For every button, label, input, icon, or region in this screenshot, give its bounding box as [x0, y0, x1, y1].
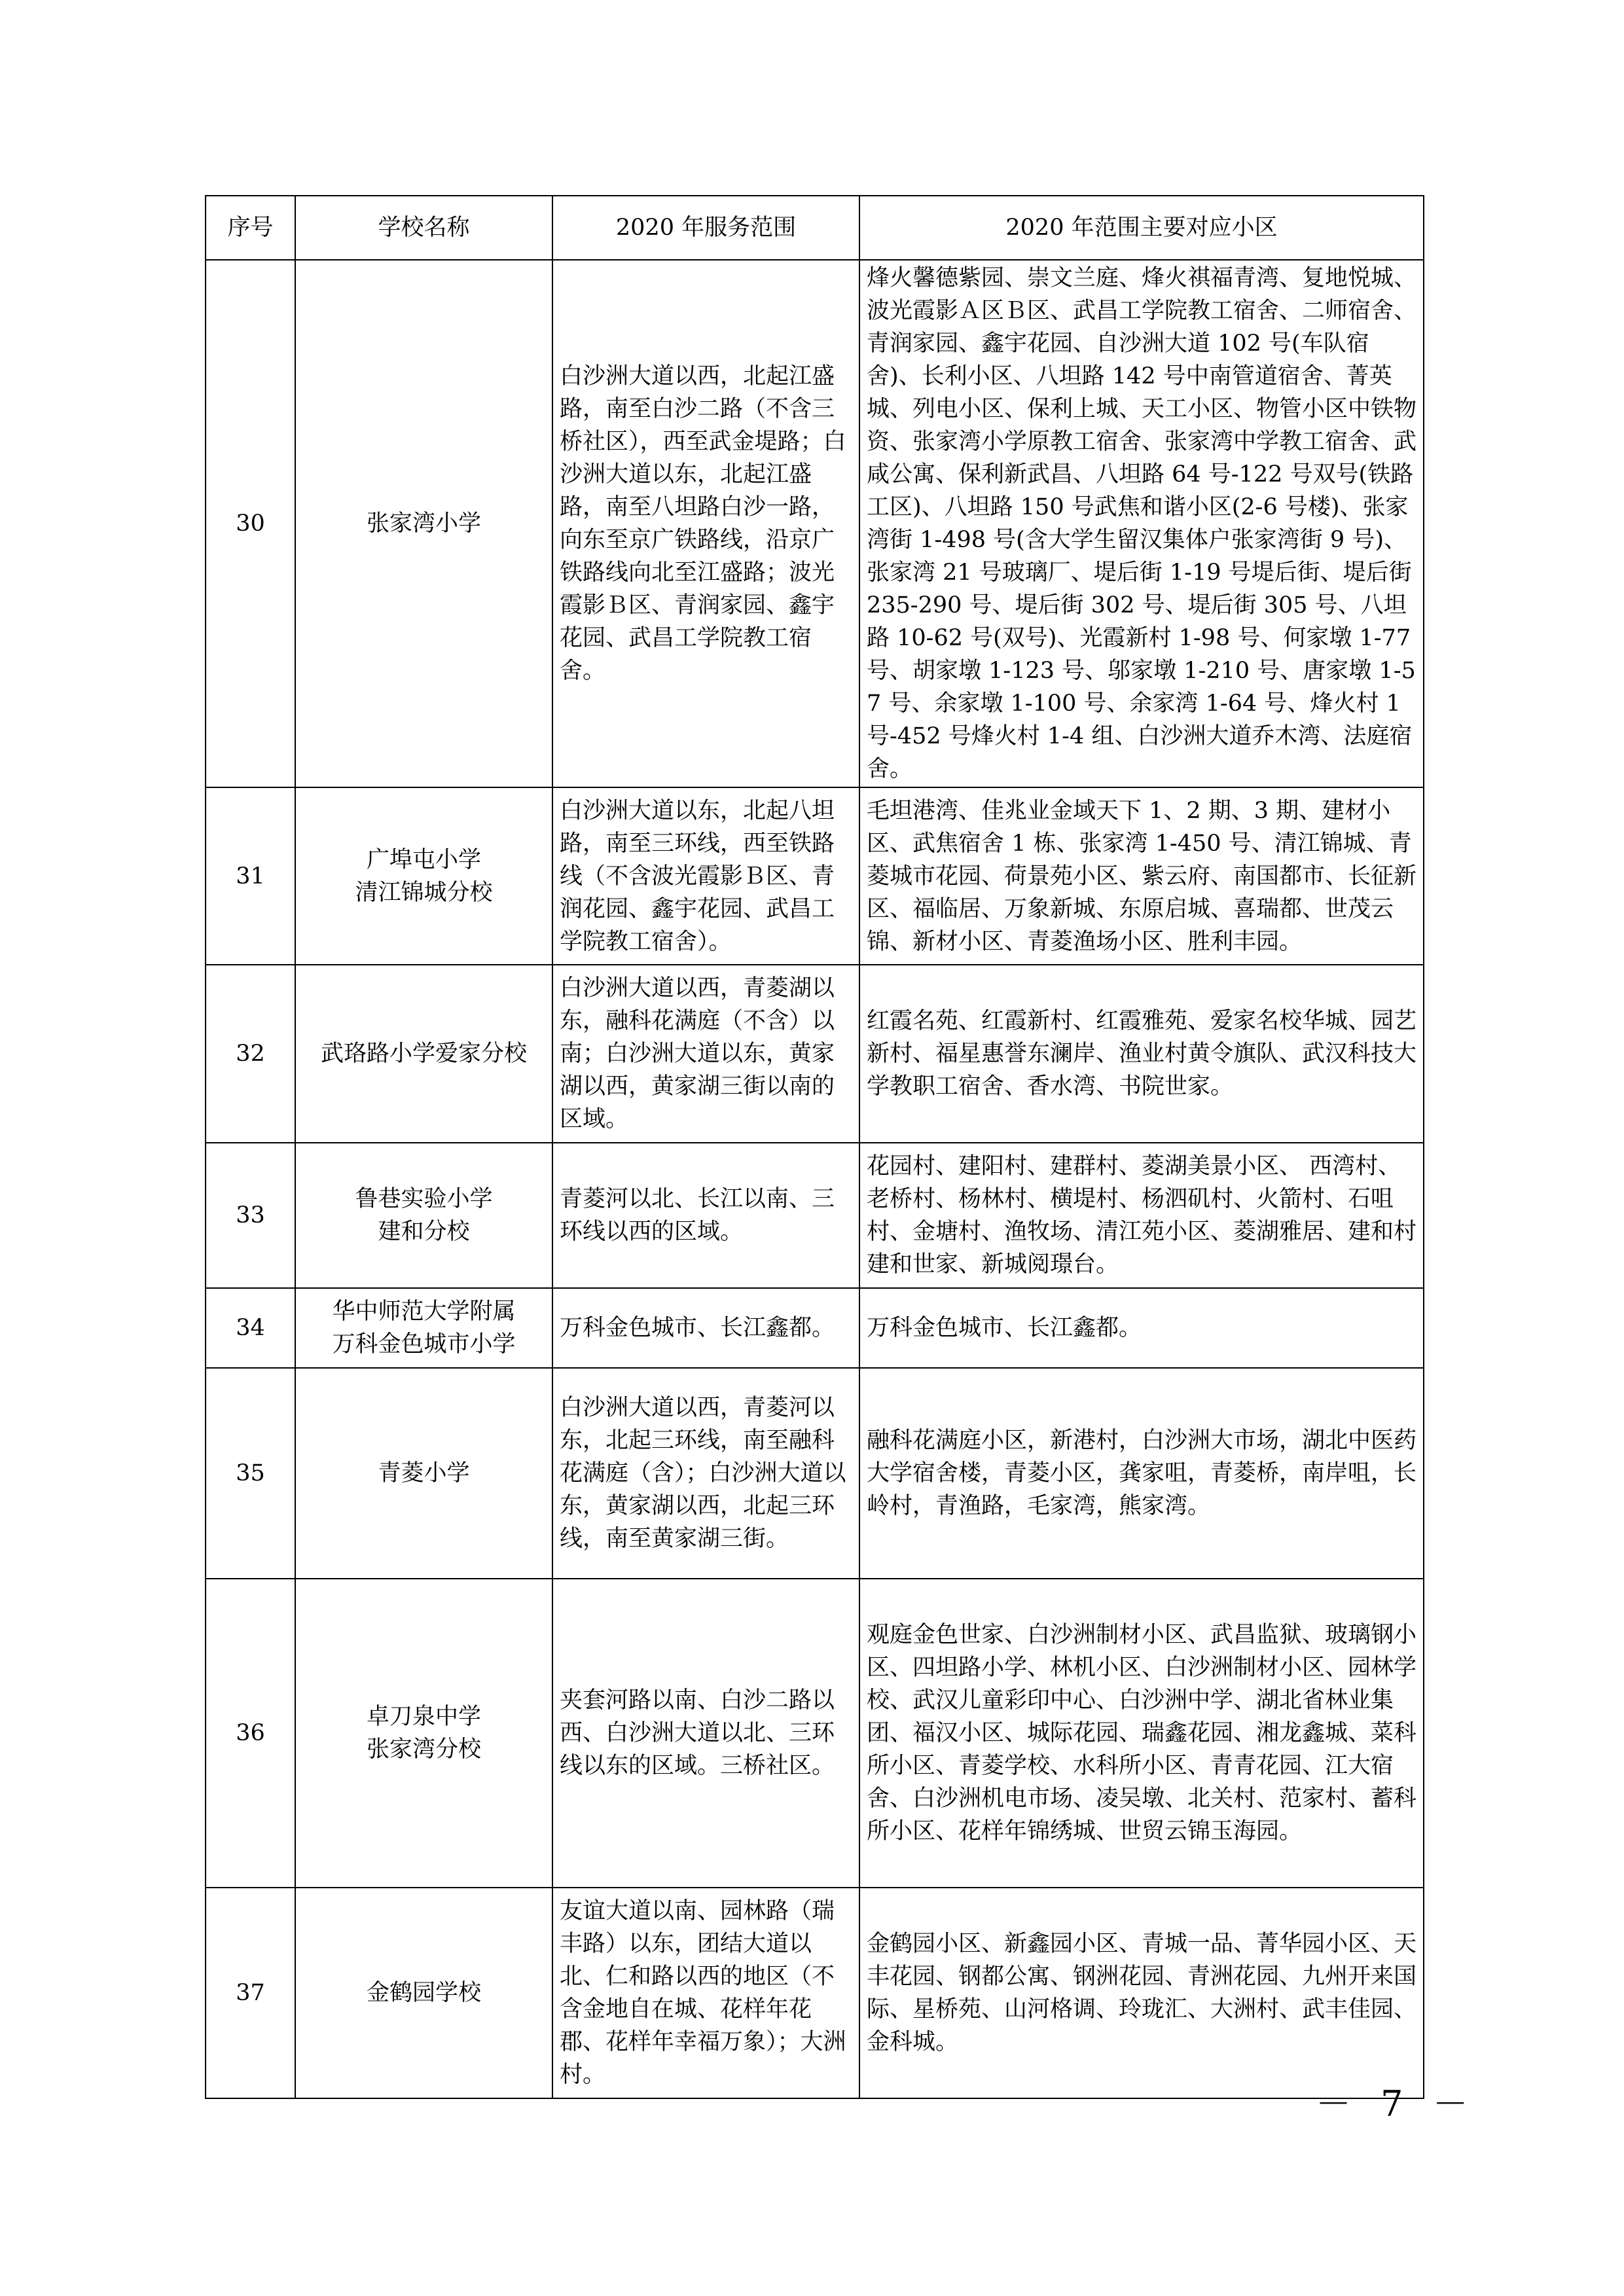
service-range-cell: 白沙洲大道以东，北起八坦路，南至三环线，西至铁路线（不含波光霞影Ｂ区、青润花园、鑫宇花园、武昌工学院教工宿舍）。 [552, 787, 859, 965]
school-name-cell [295, 260, 552, 787]
page-number: － 7 － [1316, 2083, 1477, 2125]
header-school-name: 学校名称 [295, 196, 552, 260]
table-row [206, 1368, 1424, 1579]
communities-cell: 红霞名苑、红霞新村、红霞雅苑、爱家名校华城、园艺新村、福星惠誉东澜岸、渔业村黄令旗队、武汉科技大学教职工宿舍、香水湾、书院世家。 [859, 965, 1424, 1143]
table-row [206, 965, 1424, 1143]
header-service-range: 2020 年服务范围 [552, 196, 859, 260]
school-name-line: 张家湾小学 [366, 511, 481, 537]
communities-cell: 万科金色城市、长江鑫都。 [859, 1288, 1424, 1368]
table-header-row [206, 196, 1424, 260]
serial-number-cell: 35 [206, 1368, 295, 1579]
school-name-line: 金鹤园学校 [366, 1980, 481, 2006]
communities-cell: 金鹤园小区、新鑫园小区、青城一品、菁华园小区、天丰花园、钢都公寓、钢洲花园、青洲花园、九州开来国际、星桥苑、山河格调、玲珑汇、大洲村、武丰佳园、金科城。 [859, 1888, 1424, 2098]
serial-number-cell: 30 [206, 260, 295, 787]
header-communities: 2020 年范围主要对应小区 [859, 196, 1424, 260]
school-name-cell [295, 965, 552, 1143]
school-name-line: 鲁巷实验小学 [355, 1186, 493, 1212]
table-row [206, 1888, 1424, 2098]
school-name-cell [295, 787, 552, 965]
school-service-range-table [205, 195, 1424, 2099]
school-name-line: 武珞路小学爱家分校 [320, 1041, 527, 1067]
service-range-cell: 白沙洲大道以西，青菱湖以东，融科花满庭（不含）以南；白沙洲大道以东，黄家湖以西，黄家湖三街以南的区域。 [552, 965, 859, 1143]
table-row [206, 1143, 1424, 1288]
serial-number-cell: 34 [206, 1288, 295, 1368]
school-name-line: 万科金色城市小学 [332, 1331, 516, 1357]
school-name-line: 广埠屯小学 [366, 846, 481, 873]
serial-number-cell: 33 [206, 1143, 295, 1288]
table-row [206, 1288, 1424, 1368]
serial-number-cell: 37 [206, 1888, 295, 2098]
school-name-cell [295, 1888, 552, 2098]
school-name-line: 青菱小学 [378, 1460, 470, 1486]
service-range-cell: 白沙洲大道以西，青菱河以东，北起三环线，南至融科花满庭（含）；白沙洲大道以东，黄家湖以西，北起三环线，南至黄家湖三街。 [552, 1368, 859, 1579]
school-name-line: 建和分校 [378, 1219, 470, 1245]
school-name-cell [295, 1288, 552, 1368]
school-name-cell [295, 1579, 552, 1888]
communities-cell: 观庭金色世家、白沙洲制材小区、武昌监狱、玻璃钢小区、四坦路小学、林机小区、白沙洲制材小区、园林学校、武汉儿童彩印中心、白沙洲中学、湖北省林业集团、福汉小区、城际花园、瑞鑫花园、湘龙鑫城、菜科所小区、青菱学校、水科所小区、青青花园、江大宿舍、白沙洲机电市场、凌吴墩、北关村、范家村、蓄科所小区、花样年锦绣城、世贸云锦玉海园。 [859, 1579, 1424, 1888]
header-serial-number: 序号 [206, 196, 295, 260]
table-body [206, 260, 1424, 2098]
service-range-cell: 友谊大道以南、园林路（瑞丰路）以东，团结大道以北、仁和路以西的地区（不含金地自在城、花样年花郡、花样年幸福万象）；大洲村。 [552, 1888, 859, 2098]
service-range-cell: 夹套河路以南、白沙二路以西、白沙洲大道以北、三环线以东的区域。三桥社区。 [552, 1579, 859, 1888]
serial-number-cell: 31 [206, 787, 295, 965]
school-name-line: 清江锦城分校 [355, 879, 493, 906]
communities-cell: 毛坦港湾、佳兆业金域天下 1、2 期、3 期、建材小区、武焦宿舍 1 栋、张家湾 1-450 号、清江锦城、青菱城市花园、荷景苑小区、紫云府、南国都市、长征新区、福临居、万象新城、东原启城、喜瑞都、世茂云锦、新材小区、青菱渔场小区、胜利丰园。 [859, 787, 1424, 965]
school-name-cell [295, 1143, 552, 1288]
service-range-cell: 青菱河以北、长江以南、三环线以西的区域。 [552, 1143, 859, 1288]
serial-number-cell: 32 [206, 965, 295, 1143]
communities-cell: 烽火馨德紫园、崇文兰庭、烽火祺福青湾、复地悦城、波光霞影Ａ区Ｂ区、武昌工学院教工宿舍、二师宿舍、青润家园、鑫宇花园、自沙洲大道 102 号(车队宿舍)、长利小区、八坦路 142 号中南管道宿舍、菁英城、列电小区、保利上城、天工小区、物管小区中铁物资、张家湾小学原教工宿舍、张家湾中学教工宿舍、武咸公寓、保利新武昌、八坦路 64 号-122 号双号(铁路工区)、八坦路 150 号武焦和谐小区(2-6 号楼)、张家湾街 1-498 号(含大学生留汉集体户张家湾街 9 号)、张家湾 21 号玻璃厂、堤后街 1-19 号堤后街、堤后街 235-290 号、堤后街 302 号、堤后街 305 号、八坦路 10-62 号(双号)、光霞新村 1-98 号、何家墩 1-77 号、胡家墩 1-123 号、邬家墩 1-210 号、唐家墩 1-57 号、余家墩 1-100 号、余家湾 1-64 号、烽火村 1 号-452 号烽火村 1-4 组、白沙洲大道乔木湾、法庭宿舍。 [859, 260, 1424, 787]
table-row [206, 260, 1424, 787]
table-row [206, 787, 1424, 965]
school-name-cell [295, 1368, 552, 1579]
serial-number-cell: 36 [206, 1579, 295, 1888]
service-range-cell: 白沙洲大道以西，北起江盛路，南至白沙二路（不含三桥社区），西至武金堤路；白沙洲大道以东，北起江盛路，南至八坦路白沙一路，向东至京广铁路线，沿京广铁路线向北至江盛路；波光霞影Ｂ区、青润家园、鑫宇花园、武昌工学院教工宿舍。 [552, 260, 859, 787]
school-name-line: 张家湾分校 [366, 1736, 481, 1763]
school-name-line: 卓刀泉中学 [366, 1704, 481, 1730]
communities-cell: 花园村、建阳村、建群村、菱湖美景小区、 西湾村、老桥村、杨林村、横堤村、杨泗矶村、火箭村、石咀村、金塘村、渔牧场、清江苑小区、菱湖雅居、建和村建和世家、新城阅璟台。 [859, 1143, 1424, 1288]
table-row [206, 1579, 1424, 1888]
communities-cell: 融科花满庭小区，新港村，白沙洲大市场，湖北中医药大学宿舍楼，青菱小区，龚家咀，青菱桥，南岸咀，长岭村，青渔路，毛家湾，熊家湾。 [859, 1368, 1424, 1579]
school-name-line: 华中师范大学附属 [332, 1299, 516, 1325]
service-range-cell: 万科金色城市、长江鑫都。 [552, 1288, 859, 1368]
